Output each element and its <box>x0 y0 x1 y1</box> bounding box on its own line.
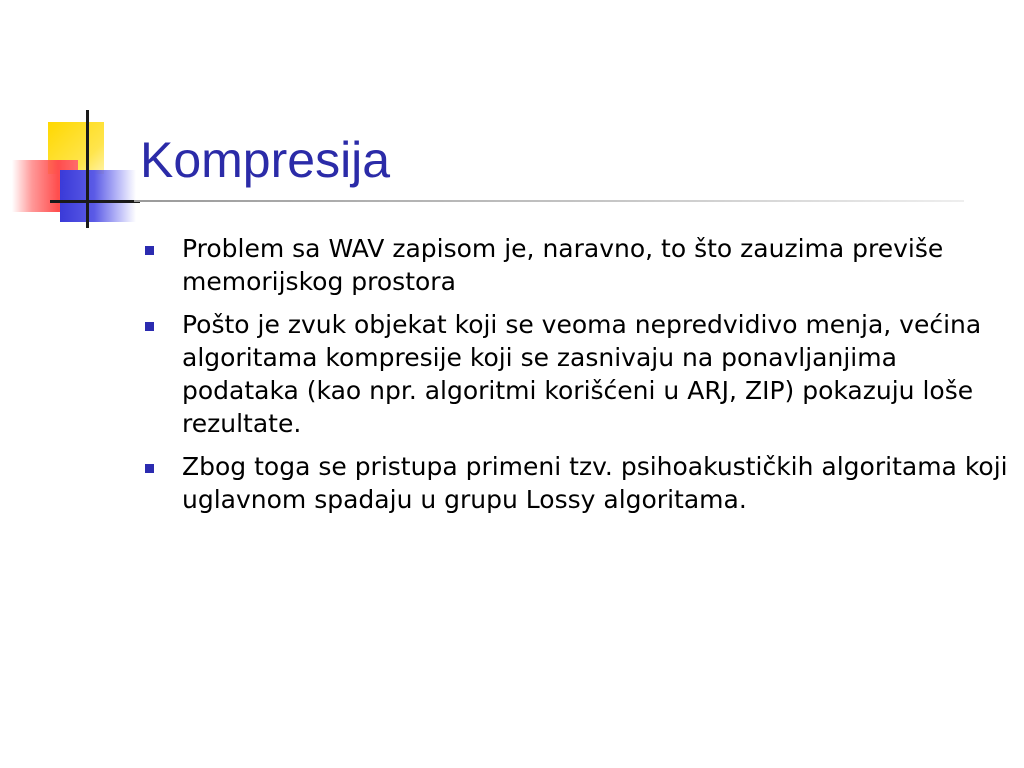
color-squares-logo-icon <box>0 100 140 230</box>
title-divider <box>134 200 964 202</box>
vertical-line <box>86 110 89 228</box>
bullet-item <box>140 232 1010 298</box>
square-bullet-icon <box>145 246 154 255</box>
square-bullet-icon <box>145 464 154 473</box>
slide-title: Kompresija <box>140 132 391 188</box>
bullet-text: Zbog toga se pristupa primeni tzv. psihoakustičkih algoritama koji uglavnom spadaju u grupu Lossy algoritama. <box>182 452 1008 514</box>
bullet-item <box>140 308 1010 440</box>
square-bullet-icon <box>145 322 154 331</box>
blue-square <box>60 170 136 222</box>
bullet-text: Problem sa WAV zapisom je, naravno, to što zauzima previše memorijskog prostora <box>182 234 944 296</box>
bullet-item <box>140 450 1010 516</box>
bullet-text: Pošto je zvuk objekat koji se veoma nepredvidivo menja, većina algoritama kompresije koji se zasnivaju na ponavljanjima podataka (kao npr. algoritmi korišćeni u ARJ, ZIP) pokazuju loše rezultate. <box>182 310 982 438</box>
bullet-list <box>140 232 1010 526</box>
horizontal-line <box>50 200 140 203</box>
